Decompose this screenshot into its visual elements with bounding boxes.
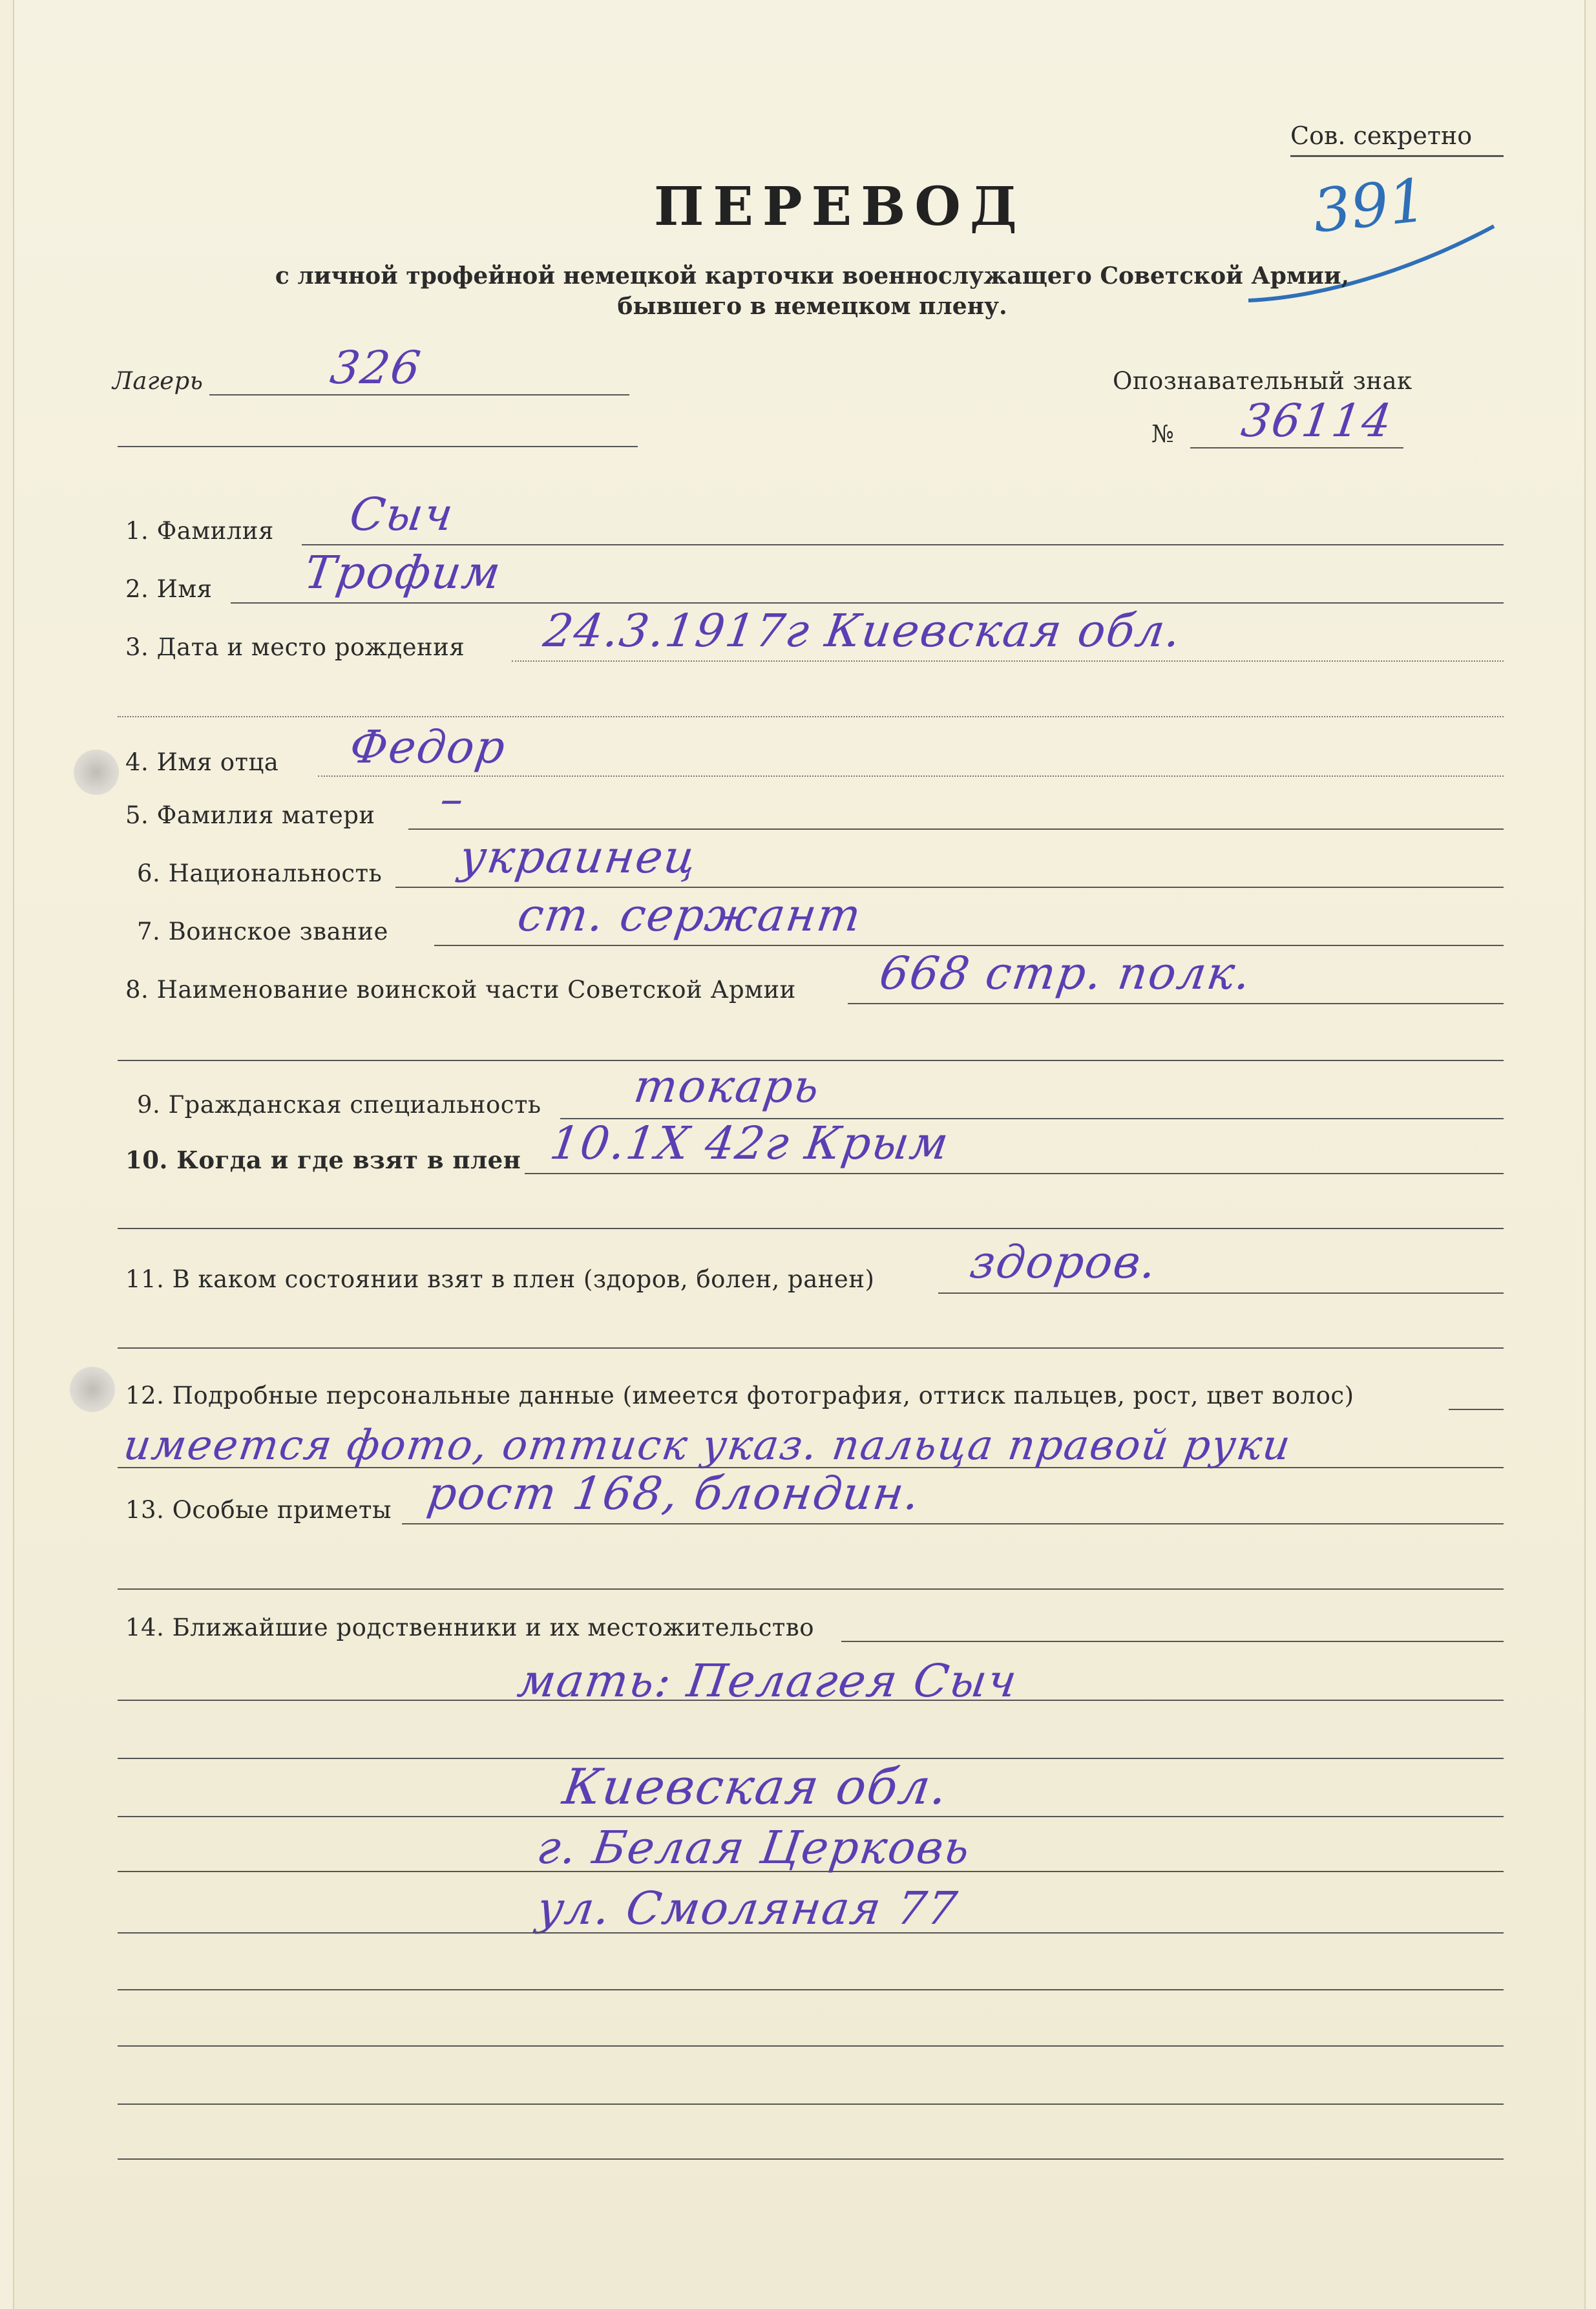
field-8-value: 668 стр. полк. xyxy=(876,947,1255,1000)
punch-hole-top xyxy=(74,750,119,795)
field-9-value: токарь xyxy=(631,1060,824,1113)
field-14-line-3: г. Белая Церковь xyxy=(534,1821,974,1874)
field-14-line-2: Киевская обл. xyxy=(559,1758,952,1815)
field-8-label: 8. Наименование воинской части Советской Армии xyxy=(125,976,796,1004)
field-2-label: 2. Имя xyxy=(125,575,213,603)
document-title: ПЕРЕВОД xyxy=(654,176,1026,238)
field-10-value: 10.1X 42г Крым xyxy=(547,1117,953,1170)
field-14-label: 14. Ближайшие родственники и их местожительство xyxy=(125,1614,814,1641)
field-4-value: Федор xyxy=(346,721,510,774)
field-11-label: 11. В каком состоянии взят в плен (здоров, болен, ранен) xyxy=(125,1265,875,1293)
id-mark-value: 36114 xyxy=(1238,394,1396,447)
classification-label: Сов. секретно xyxy=(1290,121,1473,150)
field-5-value: – xyxy=(437,772,468,825)
camp-label: Лагерь xyxy=(112,367,204,395)
field-2-value: Трофим xyxy=(301,546,505,599)
field-10-label: 10. Когда и где взят в плен xyxy=(125,1146,521,1174)
field-13-label: 13. Особые приметы xyxy=(125,1496,392,1524)
classification-block xyxy=(1290,121,1472,150)
field-3-value: 24.3.1917г Киевская обл. xyxy=(540,604,1186,657)
field-13-value: рост 168, блондин. xyxy=(424,1467,925,1520)
field-9-label: 9. Гражданская специальность xyxy=(137,1091,541,1119)
field-14-line-1: мать: Пелагея Сыч xyxy=(514,1654,1022,1707)
field-11-value: здоров. xyxy=(967,1236,1161,1289)
field-5-label: 5. Фамилия матери xyxy=(125,801,375,829)
subtitle-line-1: с личной трофейной немецкой карточки военнослужащего Советской Армии, xyxy=(275,262,1350,290)
document-sheet xyxy=(13,0,1586,2309)
id-number-sign: № xyxy=(1151,420,1175,448)
field-6-label: 6. Национальность xyxy=(137,859,383,887)
field-3-label: 3. Дата и место рождения xyxy=(125,633,465,661)
field-12-label: 12. Подробные персональные данные (имеется фотография, оттиск пальцев, рост, цвет волос) xyxy=(125,1382,1354,1409)
field-1-value: Сыч xyxy=(346,488,457,541)
field-14-line-4: ул. Смоляная 77 xyxy=(534,1882,961,1935)
field-4-label: 4. Имя отца xyxy=(125,748,279,776)
field-12-value: имеется фото, оттиск указ. пальца правой руки xyxy=(120,1422,1294,1470)
subtitle-line-2: бывшего в немецком плену. xyxy=(617,292,1007,320)
field-7-value: ст. сержант xyxy=(514,889,866,942)
field-1-label: 1. Фамилия xyxy=(125,517,274,545)
punch-hole-bottom xyxy=(70,1367,115,1412)
camp-value: 326 xyxy=(327,341,425,394)
id-mark-label: Опознавательный знак xyxy=(1113,367,1412,395)
document-subtitle xyxy=(247,261,1378,322)
field-6-value: украинец xyxy=(456,830,701,883)
archive-number-stamp: 391 xyxy=(1309,165,1430,246)
field-7-label: 7. Воинское звание xyxy=(137,918,388,945)
